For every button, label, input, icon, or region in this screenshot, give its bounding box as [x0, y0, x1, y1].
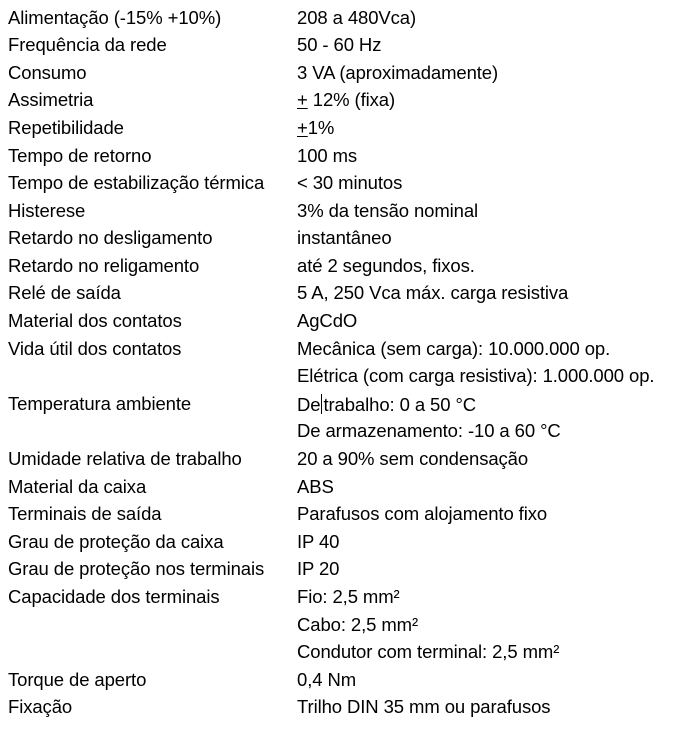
spec-row-assimetria: [8, 87, 683, 115]
spec-row-repetibilidade: [8, 114, 683, 142]
spec-value-prefix: De: [297, 393, 321, 415]
spec-row-protecao-caixa: [8, 528, 683, 556]
specifications-table: [8, 4, 683, 721]
spec-label: Frequência da rede: [8, 34, 167, 56]
spec-value: < 30 minutos: [297, 172, 403, 194]
spec-row-consumo: [8, 59, 683, 87]
spec-label: Tempo de estabilização térmica: [8, 172, 265, 194]
spec-label: Repetibilidade: [8, 116, 124, 138]
spec-label: Histerese: [8, 199, 86, 221]
spec-label: Retardo no religamento: [8, 254, 200, 276]
spec-row-tempo-retorno: [8, 142, 683, 170]
spec-value-text: trabalho: 0 a 50 °C: [323, 393, 477, 415]
spec-value: 100 ms: [297, 144, 358, 166]
spec-value: 0,4 Nm: [297, 668, 357, 690]
spec-value: [297, 394, 476, 415]
spec-label: Material da caixa: [8, 475, 147, 497]
plus-minus-sign: +: [297, 89, 308, 111]
spec-value: Trilho DIN 35 mm ou parafusos: [297, 696, 551, 718]
spec-label: Alimentação (-15% +10%): [8, 6, 222, 28]
spec-row-histerese: [8, 197, 683, 225]
spec-value: IP 40: [297, 530, 340, 552]
spec-value: 3% da tensão nominal: [297, 199, 479, 221]
spec-label: Umidade relativa de trabalho: [8, 448, 242, 470]
spec-value: De armazenamento: -10 a 60 °C: [297, 420, 561, 442]
spec-row-estabilizacao: [8, 170, 683, 198]
spec-row-material-contatos: [8, 308, 683, 336]
spec-label: Grau de proteção nos terminais: [8, 558, 265, 580]
spec-value: Parafusos com alojamento fixo: [297, 503, 548, 525]
spec-label: Torque de aperto: [8, 668, 147, 690]
spec-label: Material dos contatos: [8, 310, 182, 332]
spec-value: Cabo: 2,5 mm²: [297, 613, 419, 635]
spec-row-fixacao: [8, 694, 683, 722]
spec-label: Temperatura ambiente: [8, 392, 192, 414]
spec-label: Fixação: [8, 696, 73, 718]
spec-value: Elétrica (com carga resistiva): 1.000.000 op.: [297, 365, 655, 387]
spec-value: até 2 segundos, fixos.: [297, 254, 475, 276]
spec-value: 3 VA (aproximadamente): [297, 61, 499, 83]
plus-minus-sign: +: [297, 116, 308, 138]
spec-label: Assimetria: [8, 89, 94, 111]
spec-value: Fio: 2,5 mm²: [297, 586, 400, 608]
spec-label: Grau de proteção da caixa: [8, 530, 224, 552]
spec-label: Terminais de saída: [8, 503, 162, 525]
spec-value-text: 12% (fixa): [307, 89, 396, 111]
spec-row-protecao-terminais: [8, 556, 683, 584]
spec-value: 5 A, 250 Vca máx. carga resistiva: [297, 282, 569, 304]
spec-row-retardo-religamento: [8, 252, 683, 280]
spec-row-frequencia: [8, 32, 683, 60]
spec-label: Consumo: [8, 61, 87, 83]
spec-value: [297, 91, 395, 110]
spec-row-temperatura-continuation: [8, 418, 683, 446]
spec-row-alimentacao: [8, 4, 683, 32]
spec-value: AgCdO: [297, 310, 358, 332]
spec-value-text: 1%: [307, 116, 335, 138]
spec-value: [297, 116, 335, 138]
spec-label: Vida útil dos contatos: [8, 337, 182, 359]
spec-value: Condutor com terminal: 2,5 mm²: [297, 641, 560, 663]
spec-row-capacidade-continuation-1: [8, 611, 683, 639]
spec-label: Relé de saída: [8, 282, 121, 304]
spec-row-terminais-saida: [8, 501, 683, 529]
spec-value: instantâneo: [297, 227, 392, 249]
spec-row-temperatura: [8, 390, 683, 418]
spec-label: Tempo de retorno: [8, 144, 152, 166]
spec-row-material-caixa: [8, 473, 683, 501]
spec-label: Capacidade dos terminais: [8, 586, 220, 608]
spec-row-vida-util: [8, 335, 683, 363]
spec-value: Mecânica (sem carga): 10.000.000 op.: [297, 337, 611, 359]
spec-value: 20 a 90% sem condensação: [297, 448, 529, 470]
spec-value: IP 20: [297, 558, 340, 580]
spec-row-retardo-desligamento: [8, 225, 683, 253]
spec-label: Retardo no desligamento: [8, 227, 213, 249]
spec-row-vida-util-continuation: [8, 363, 683, 391]
spec-value: 50 - 60 Hz: [297, 34, 382, 56]
spec-row-umidade: [8, 446, 683, 474]
spec-row-rele-saida: [8, 280, 683, 308]
spec-row-capacidade-terminais: [8, 583, 683, 611]
spec-row-torque: [8, 666, 683, 694]
spec-row-capacidade-continuation-2: [8, 639, 683, 667]
spec-value: 208 a 480Vca): [297, 6, 417, 28]
spec-value: ABS: [297, 475, 334, 497]
